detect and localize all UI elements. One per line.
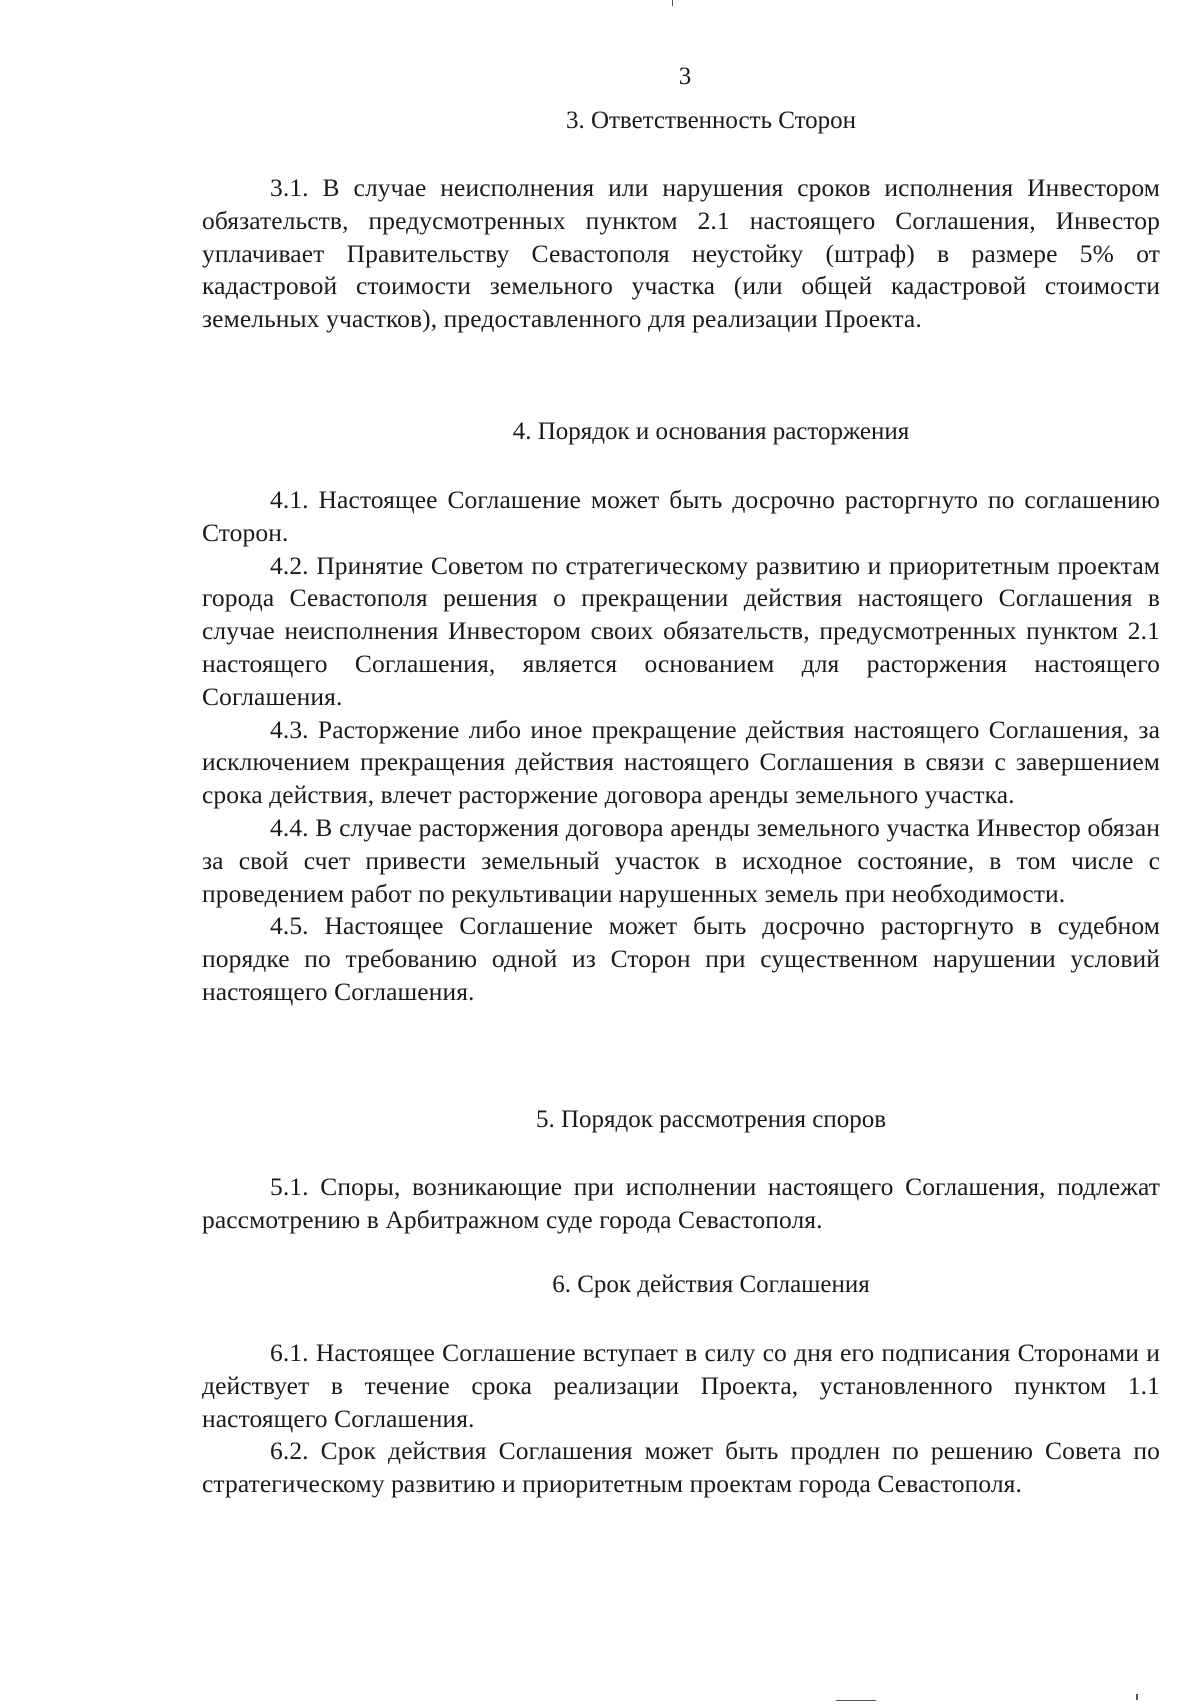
paragraph-3-1: 3.1. В случае неисполнения или нарушения сроков исполнения Инвестором обязательств, предусмотренных пунктом 2.1 настоящего Соглашения, Инвестор уплачивает Правительству Севастополя неустойку (штраф) в размере 5% от кадастровой стоимости земельного участка (или общей кадастровой стоимости земельных участков), предоставленного для реализации Проекта.: [202, 173, 1160, 334]
paragraph-4-1: 4.1. Настоящее Соглашение может быть досрочно расторгнуто по соглашению Сторон.: [202, 485, 1160, 547]
section-heading: 6. Срок действия Соглашения: [552, 1271, 870, 1298]
scan-mark: [672, 0, 673, 6]
paragraph-5-1: 5.1. Споры, возникающие при исполнении настоящего Соглашения, подлежат рассмотрению в Арбитражном суде города Севастополя.: [202, 1172, 1160, 1234]
section-responsibility: [202, 106, 1160, 336]
section-term: [202, 1270, 1160, 1501]
scan-mark: [1136, 1694, 1138, 1700]
page-number: 3: [678, 63, 692, 90]
paragraph-4-4: 4.4. В случае расторжения договора аренды земельного участка Инвестор обязан за свой счет привести земельный участок в исходное состояние, в том числе с проведением работ по рекультивации нарушенных земель при необходимости.: [202, 812, 1160, 908]
paragraph-4-3: 4.3. Расторжение либо иное прекращение действия настоящего Соглашения, за исключением прекращения действия настоящего Соглашения в связи с завершением срока действия, влечет расторжение договора аренды земельного участка.: [202, 714, 1160, 810]
scan-mark: [836, 1700, 876, 1701]
paragraph-4-5: 4.5. Настоящее Соглашение может быть досрочно расторгнуто в судебном порядке по требованию одной из Сторон при существенном нарушении условий настоящего Соглашения.: [202, 911, 1160, 1006]
section-disputes: [202, 1105, 1160, 1237]
paragraph-6-2: 6.2. Срок действия Соглашения может быть продлен по решению Совета по стратегическому развитию и приоритетным проектам города Севастополя.: [202, 1436, 1160, 1499]
section-heading: 5. Порядок рассмотрения споров: [535, 1106, 887, 1133]
paragraph-6-1: 6.1. Настоящее Соглашение вступает в силу со дня его подписания Сторонами и действует в течение срока реализации Проекта, установленного пунктом 1.1 настоящего Соглашения.: [202, 1338, 1160, 1433]
section-heading: 3. Ответственность Сторон: [565, 107, 857, 134]
section-heading: 4. Порядок и основания расторжения: [512, 418, 910, 445]
paragraph-4-2: 4.2. Принятие Советом по стратегическому развитию и приоритетным проектам города Севастополя решения о прекращении действия настоящего Соглашения в случае неисполнения Инвестором своих обязательств, предусмотренных пунктом 2.1 настоящего Соглашения, является основанием для расторжения настоящего Соглашения.: [202, 550, 1160, 711]
section-termination: [202, 417, 1160, 1009]
